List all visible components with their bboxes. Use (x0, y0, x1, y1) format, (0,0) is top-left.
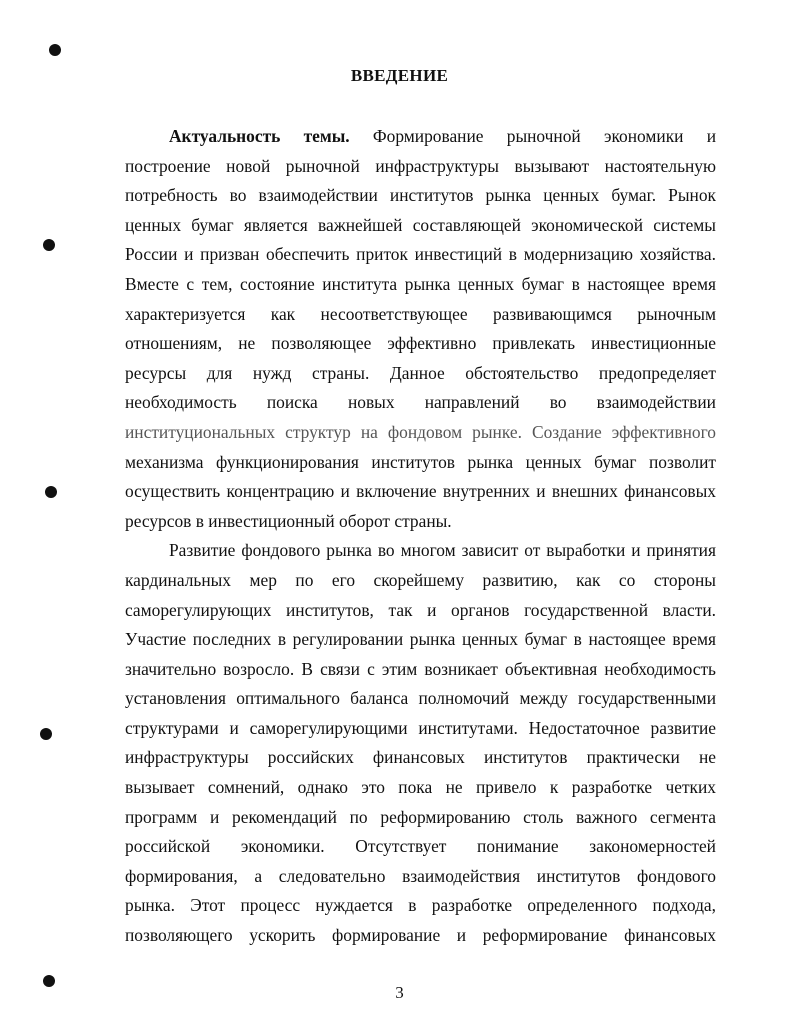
text-line: Вместе с тем, состояние института рынка ценных бумаг в настоящее время (125, 273, 716, 294)
body-text (125, 122, 716, 951)
text-line: российской экономики. Отсутствует понимание закономерностей (125, 836, 716, 857)
page-title: ВВЕДЕНИЕ (350, 66, 449, 85)
text-line: институциональных структур на фондовом рынке. Создание эффективного (125, 421, 716, 442)
binding-hole-mark (43, 239, 55, 251)
page-number: 3 (395, 983, 404, 1002)
text-line: вызывает сомнений, однако это пока не привело к разработке четких (125, 777, 716, 798)
paragraph-market-development (125, 536, 716, 950)
text-line: потребность во взаимодействии институтов рынка ценных бумаг. Рынок (125, 185, 716, 206)
binding-hole-mark (40, 728, 52, 740)
text-line: ресурсы для нужд страны. Данное обстоятельство предопределяет (125, 362, 716, 383)
paragraph-relevance (125, 122, 716, 536)
text-line: саморегулирующих институтов, так и органов государственной власти. (125, 599, 716, 620)
text-line: Актуальность темы. Формирование рыночной экономики и (169, 126, 716, 146)
relevance-lead: Актуальность темы. (169, 126, 350, 146)
text-line: позволяющего ускорить формирование и реформирование финансовых (125, 925, 716, 946)
text-line: построение новой рыночной инфраструктуры вызывают настоятельную (125, 155, 716, 176)
text-line: необходимость поиска новых направлений во взаимодействии (125, 392, 716, 413)
text-line: инфраструктуры российских финансовых институтов практически не (125, 747, 716, 768)
text-line: программ и рекомендаций по реформированию столь важного сегмента (125, 806, 716, 827)
text-line: рынка. Этот процесс нуждается в разработке определенного подхода, (125, 895, 716, 916)
text-line: кардинальных мер по его скорейшему развитию, как со стороны (125, 569, 716, 590)
binding-hole-mark (45, 486, 57, 498)
text-line: установления оптимального баланса полномочий между государственными (125, 688, 716, 709)
text-line: формирования, а следовательно взаимодействия институтов фондового (125, 865, 716, 886)
text-line: характеризуется как несоответствующее развивающимся рыночным (125, 303, 716, 324)
text-line: структурами и саморегулирующими институтами. Недостаточное развитие (125, 717, 716, 738)
text-line: России и призван обеспечить приток инвестиций в модернизацию хозяйства. (125, 244, 716, 265)
text-line: ценных бумаг является важнейшей составляющей экономической системы (125, 214, 716, 235)
text-line: механизма функционирования институтов рынка ценных бумаг позволит (125, 451, 716, 472)
text-line: ресурсов в инвестиционный оборот страны. (125, 510, 452, 531)
text-line: значительно возросло. В связи с этим возникает объективная необходимость (125, 658, 716, 679)
text-line: Развитие фондового рынка во многом зависит от выработки и принятия (169, 540, 716, 561)
text-line: осуществить концентрацию и включение внутренних и внешних финансовых (125, 481, 716, 502)
text-line: отношениям, не позволяющее эффективно привлекать инвестиционные (125, 333, 716, 354)
binding-hole-mark (49, 44, 61, 56)
text-line: Участие последних в регулировании рынка ценных бумаг в настоящее время (125, 629, 716, 650)
